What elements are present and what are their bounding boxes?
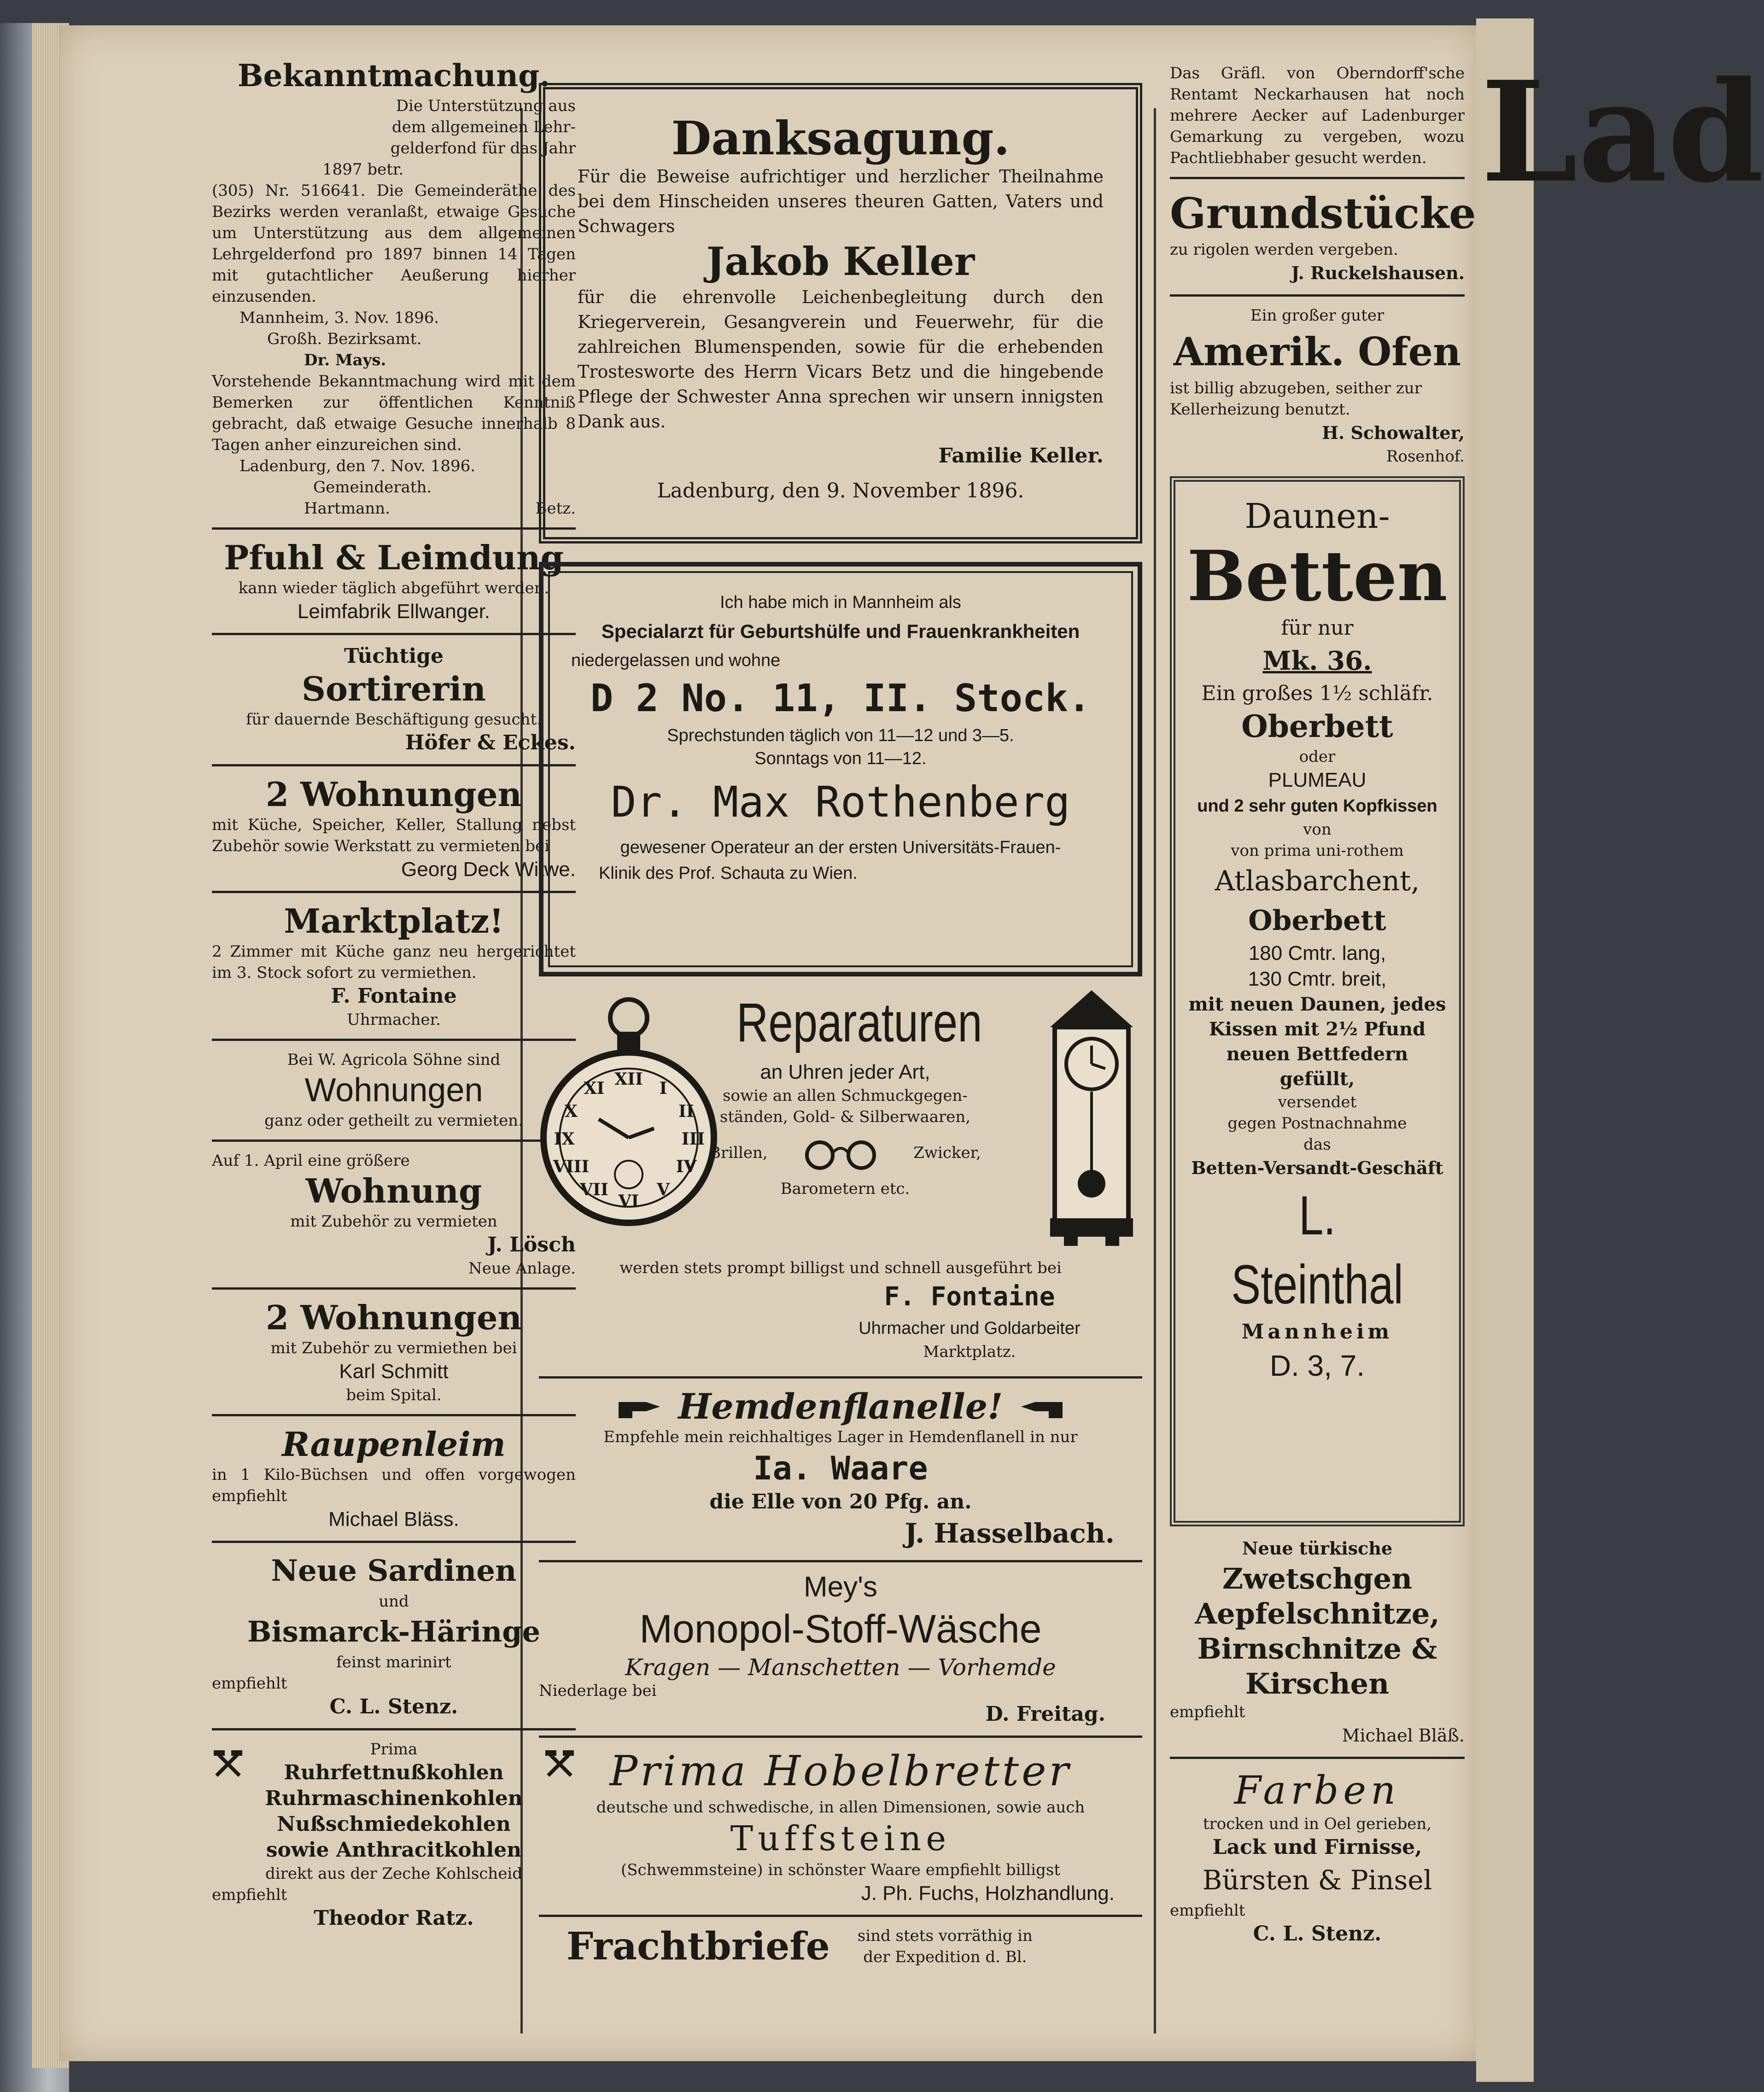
divider [212,1728,576,1730]
text-line: empfiehlt [1170,1901,1245,1920]
text-line: werden stets prompt billigst und schnell ausgeführt bei [619,1259,1062,1277]
text-line: Oberbett [1248,905,1386,937]
company-name: L. Steinthal [1231,1185,1403,1315]
signature: C. L. Stenz. [329,1695,458,1718]
text-line: für dauernde Beschäftigung gesucht. [245,710,542,729]
signature: C. L. Stenz. [1253,1922,1382,1946]
text-line: Bürsten & Pinsel [1202,1864,1432,1896]
text-line: 180 Cmtr. lang, [1248,942,1386,964]
text-line: Atlasbarchent, [1215,865,1420,897]
text-line: Neue türkische [1242,1538,1393,1559]
ad-amerik-ofen [1170,305,1465,467]
signature: Rosenhof. [1386,447,1465,466]
ad-monopol-waesche [539,1571,1142,1727]
text-line: niedergelassen und wohne [571,651,781,670]
text-line: Auf 1. April eine größere [212,1151,410,1170]
ad-title: Ia. Waare [753,1449,928,1487]
signature: F. Fontaine [331,984,457,1008]
signature: F. Fontaine [884,1282,1055,1312]
ad-daunen-betten [1170,476,1465,1526]
text-line: dem allgemeinen Lehr- [391,118,576,136]
text-line: Daunen- [1244,497,1390,536]
text-line: 130 Cmtr. breit, [1248,968,1387,990]
signature: Marktplatz. [923,1343,1016,1361]
svg-text:V: V [657,1180,670,1199]
pointing-hand-icon [1016,1393,1067,1420]
text-body: in 1 Kilo-Büchsen und offen vorgewogen empfiehlt [212,1466,576,1505]
text-line: Klinik des Prof. Schauta zu Wien. [599,864,858,883]
signature: D. Freitag. [985,1702,1105,1726]
svg-text:IX: IX [554,1129,575,1149]
column-right [1170,60,1476,1950]
wall-clock-icon [1041,986,1142,1248]
text-line: ständen, Gold- & Silberwaaren, [719,1108,971,1126]
svg-text:IV: IV [676,1157,697,1176]
next-page-edge [1476,18,1764,2082]
signature: Karl Schmitt [339,1360,449,1383]
ad-title: 2 Wohnungen [265,1298,522,1337]
text-body: 2 Zimmer mit Küche ganz neu hergerichtet im 3. Stock sofort zu vermiethen. [212,942,576,982]
text-line: Mannheim [1241,1320,1393,1344]
ad-hobelbretter [539,1746,1142,1906]
signature: J. Ph. Fuchs, Holzhandlung. [861,1882,1115,1905]
column-middle [539,83,1142,1970]
text-line: Kragen — Manschetten — Vorhemde [625,1654,1056,1681]
signature: J. Hasselbach. [905,1518,1115,1549]
text-line: (Schwemmsteine) in schönster Waare empfiehlt billigst [620,1861,1061,1879]
ad-wohnung-loesch [212,1150,576,1279]
spectacles-icon [799,1137,882,1169]
text-line: Gemeinderath. [313,478,432,497]
ad-title: Reparaturen [736,992,982,1053]
pointing-hand-icon [614,1393,665,1420]
ad-farben [1170,1767,1465,1947]
signature: Michael Bläss. [328,1508,459,1531]
text-line: 1897 betr. [322,160,404,179]
svg-text:III: III [681,1129,705,1149]
text-body: mit neuen Daunen, jedes Kissen mit 2½ Pfund neuen Bettfedern gefüllt, [1188,993,1446,1090]
ad-title: Grundstücke [1170,188,1476,238]
ad-title: Monopol-Stoff-Wäsche [639,1607,1042,1651]
text-line: Brillen, [709,1144,768,1162]
divider [539,1736,1142,1738]
text-line: deutsche und schwedische, in allen Dimensionen, sowie auch [596,1798,1085,1817]
text-line: Sprechstunden täglich von 11—12 und 3—5. [667,726,1014,745]
text-line: Ruhrmaschinenkohlen [265,1787,523,1810]
text-line: direkt aus der Zeche Kohlscheid [265,1864,522,1883]
text-line: ganz oder getheilt zu vermieten. [264,1111,523,1130]
text-line: gelderfond für das Jahr [390,139,576,158]
column-rule [1154,108,1156,2034]
text-line: gewesener Operateur an der ersten Universitäts-Frauen- [620,838,1061,857]
text-line: Zwicker, [913,1144,981,1162]
ad-title: Wohnungen [304,1072,483,1109]
ad-pfuhl [212,538,576,625]
text-line: Bei W. Agricola Söhne sind [287,1051,501,1069]
address: D 2 No. 11, II. Stock. [590,677,1091,720]
divider [539,1376,1142,1379]
signature: Betz. [535,499,576,518]
text-body: ist billig abzugeben, seither zur Kellerheizung benutzt. [1170,379,1422,419]
ad-title: Sortirerin [302,669,486,708]
person-name: Dr. Max Rothenberg [611,777,1070,827]
signature: Uhrmacher. [347,1011,441,1029]
divider [539,1915,1142,1917]
text-body: für die ehrenvolle Leichenbegleitung durch den Kriegerverein, Gesangverein und Feuerwehr, für die zahlreichen Blumenspenden, sowie für die erhebenden Trostesworte des Herrn Vicars Betz und die hingebende Pflege der Schwester Anna sprechen wir unsern innigsten Dank aus. [578,287,1104,432]
text-line: empfiehlt [212,1674,287,1693]
text-body: Das Gräfl. von Oberndorff'sche Rentamt Neckarhausen hat noch mehrere Aecker auf Ladenburger Gemarkung zu vergeben, wozu Pachtliebhaber gesucht werden. [1170,64,1465,167]
text-body: Vorstehende Bekanntmachung wird mit dem Bemerken zur öffentlichen Kenntniß gebracht, daß etwaige Gesuche innerhalb 8 Tagen anher einzureichen sind. [212,372,576,454]
divider [212,633,576,635]
text-line: Die Unterstützung aus [396,97,576,115]
text-line: PLUMEAU [1268,769,1367,791]
text-body: (305) Nr. 516641. Die Gemeinderäthe des Bezirks werden veranlaßt, etwaige Gesuche um Unterstützung aus dem allgemeinen Lehrgelderfond pro 1897 binnen 14 Tagen mit gutachtlicher Aeußerung hierher einzusenden. [212,181,576,306]
signature: Michael Bläß. [1342,1725,1465,1746]
text-line: Empfehle mein reichhaltiges Lager in Hemdenflanell in nur [603,1428,1078,1446]
svg-text:X: X [565,1102,578,1121]
divider [212,1414,576,1416]
ad-title: Amerik. Ofen [1173,329,1461,374]
divider [1170,1757,1465,1759]
text-line: oder [1299,748,1336,766]
text-line: gegen Postnachnahme [1227,1114,1407,1133]
text-line: sowie Anthracitkohlen [266,1838,522,1862]
text-line: Ladenburg, den 9. November 1896. [657,479,1024,503]
newspaper-page [60,25,1478,2061]
signature: beim Spital. [346,1386,442,1404]
ad-raupenleim [212,1425,576,1532]
ad-title: Marktplatz! [284,901,504,941]
text-body: Für die Beweise aufrichtiger und herzlicher Theilnahme bei dem Hinscheiden unseres theuren Gatten, Vaters und Schwagers [578,166,1104,236]
ad-wohnungen-schmitt [212,1298,576,1406]
signature: Georg Deck Witwe. [401,858,576,881]
ad-frachtbriefe [539,1925,1142,1968]
ad-title: Bekanntmachung. [237,58,550,93]
signature: Theodor Ratz. [314,1906,474,1930]
ad-title: Tuffsteine [730,1819,951,1858]
ad-wohnungen-deck [212,775,576,882]
svg-text:XI: XI [584,1079,605,1098]
text-line: Sonntags von 11—12. [754,749,927,768]
svg-text:VIII: VIII [553,1157,590,1176]
ad-title: 2 Wohnungen [265,775,522,814]
hammers-icon [212,1748,244,1780]
divider [212,1039,576,1041]
text-line: Mannheim, 3. Nov. 1896. [239,309,439,327]
ad-title: Zwetschgen [1222,1562,1413,1595]
text-line: Ich habe mich in Mannheim als [720,593,961,612]
divider [1170,177,1465,179]
text-line: von prima uni-rothem [1231,841,1404,860]
text-line: an Uhren jeder Art, [760,1061,930,1083]
ad-sardinen [212,1551,576,1720]
text-line: von [1303,820,1332,839]
text-body: sind stets vorräthig in der Expedition d. Bl. [857,1927,1033,1966]
ad-title: Bismarck-Häringe [247,1615,541,1648]
signature: Leimfabrik Ellwanger. [297,600,491,623]
text-line: die Elle von 20 Pfg. an. [709,1490,972,1513]
ad-title: Danksagung. [671,111,1010,165]
ad-title: Farben [1234,1768,1401,1813]
text-line: für nur [1281,616,1354,640]
ad-title: Raupenleim [282,1425,506,1464]
text-line: Nußschmiedekohlen [277,1812,511,1836]
ad-title: Betten [1187,536,1448,617]
pocket-watch-icon [539,990,718,1230]
text-line: Ruhrfettnußkohlen [284,1761,504,1784]
ad-title: Pfuhl & Leimdung [224,538,564,577]
ad-title: Hemdenflanelle! [678,1386,1003,1427]
signature: J. Lösch [487,1233,576,1256]
column-left [212,53,576,1934]
text-line: Ein großer guter [1250,306,1384,325]
price: Mk. 36. [1262,646,1372,676]
signature: Höfer & Eckes. [405,731,576,754]
ad-marktplatz [212,901,576,1030]
text-line: kann wieder täglich abgeführt werden. [238,579,549,597]
ad-reparaturen [539,986,1142,1368]
text-line: Niederlage bei [539,1682,657,1700]
ad-hemdenflanelle [539,1387,1142,1552]
text-line: Großh. Bezirksamt. [267,330,422,348]
person-name: Jakob Keller [706,239,975,284]
text-line: Oberbett [1241,708,1393,744]
ad-title: Birnschnitze & [1197,1632,1437,1665]
text-line: trocken und in Oel gerieben, [1203,1815,1432,1833]
text-line: empfiehlt [212,1886,287,1904]
text-line: und [379,1592,409,1611]
svg-text:XII: XII [614,1069,643,1089]
text-line: empfiehlt [1170,1703,1245,1721]
ad-sortirerin [212,643,576,756]
svg-text:VII: VII [580,1180,608,1199]
text-body: mit Küche, Speicher, Keller, Stallung nebst Zubehör sowie Werkstatt zu vermieten bei [212,816,576,855]
ad-title: Wohnung [305,1171,482,1210]
ad-arzt [539,562,1142,976]
divider [1170,294,1465,297]
text-line: Barometern etc. [780,1180,910,1198]
signature: Hartmann. [304,499,390,518]
divider [212,891,576,893]
svg-text:I: I [659,1079,667,1098]
ad-title: Neue Sardinen [271,1554,517,1588]
text-line: Lack und Firnisse, [1212,1835,1422,1859]
ad-title: Frachtbriefe [567,1924,830,1969]
text-line: feinst marinirt [336,1653,451,1671]
divider [539,1560,1142,1562]
ad-grundstuecke [1170,187,1476,286]
text-line: Ein großes 1½ schläfr. [1201,682,1433,705]
address: D. 3, 7. [1269,1349,1365,1382]
signature: Familie Keller. [938,444,1104,467]
divider [212,1139,576,1142]
text-line: zu rigolen werden vergeben. [1170,240,1398,259]
ad-title: Aepfelschnitze, [1195,1597,1440,1630]
text-line: Betten-Versandt-Geschäft [1191,1157,1443,1178]
ad-kohlen [212,1739,576,1931]
next-page-masthead: Lad [1481,51,1764,213]
text-line: und 2 sehr guten Kopfkissen [1197,796,1437,816]
signature: J. Ruckelshausen. [1291,263,1465,283]
svg-text:II: II [678,1102,694,1121]
divider [212,764,576,766]
ad-danksagung [539,83,1142,543]
text-line: mit Zubehör zu vermiethen bei [270,1339,517,1357]
svg-text:VI: VI [618,1192,639,1211]
ad-title: Kirschen [1245,1667,1390,1700]
text-line: versendet [1278,1093,1357,1111]
divider [212,527,576,530]
text-line: das [1303,1135,1331,1154]
signature: Dr. Mays. [304,351,386,369]
text-line: sowie an allen Schmuckgegen- [723,1087,968,1105]
ad-agricola [212,1049,576,1131]
text-line: Ladenburg, den 7. Nov. 1896. [239,457,476,475]
ad-graefl-rentamt [1170,63,1465,169]
text-line: mit Zubehör zu vermieten [290,1212,497,1231]
ad-title: Prima Hobelbretter [609,1747,1072,1795]
text-line: Mey's [804,1571,877,1603]
divider [212,1541,576,1543]
signature: H. Schowalter, [1322,422,1465,443]
text-line: Prima [370,1740,418,1759]
ad-zwetschgen [1170,1536,1465,1748]
signature: Neue Anlage. [468,1259,576,1278]
ad-bekanntmachung [212,56,576,519]
text-line: Tüchtige [344,644,444,668]
signature: Uhrmacher und Goldarbeiter [859,1319,1081,1338]
text-line: Specialarzt für Geburtshülfe und Frauenkrankheiten [601,620,1080,642]
divider [212,1287,576,1290]
